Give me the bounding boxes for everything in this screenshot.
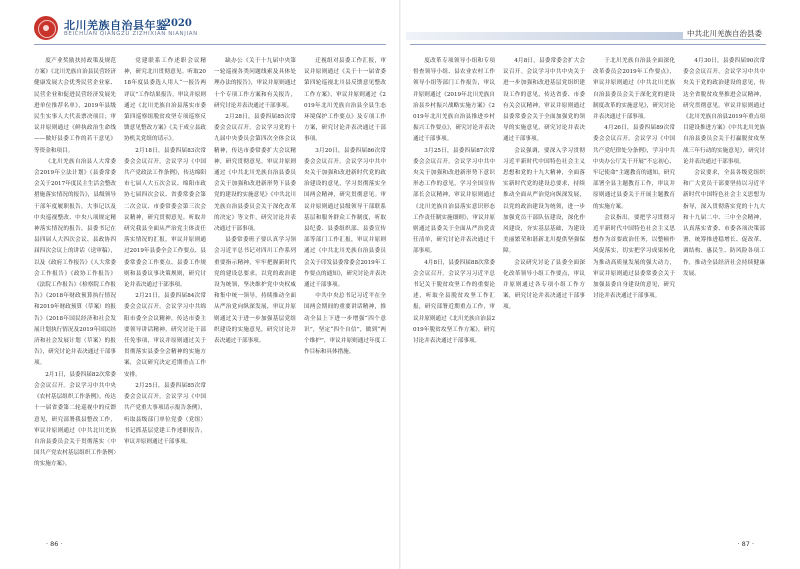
- left-header-rule: [34, 44, 386, 45]
- paragraph: 中共中央总书记习近平在全国两会期间的重要讲话精神，推动全县上下进一步增强“四个意识”，坚定“四个自信”，做到“两个维护”，审议并原则通过年度工作目标和具体措施。: [304, 293, 386, 356]
- paragraph: 缺办公《关于十九届中央第一轮巡视各类问题线索及具体处理办法的报告》，审议并原则通过十个专项工作方案和有关报告，研究讨论并表决通过干部事项。: [214, 58, 296, 109]
- paragraph: 会议研究讨论了县委全面深化改革领导小组工作要点，审议并原则通过各专项小组工作方案，研究讨论并表决通过干部事项。: [503, 259, 585, 311]
- paragraph: 2月25日，县委四届85次常委会会议召开。会议学习《中国共产党重大事项请示报告条例》，听取县级部门单位党委（党组）书记抓基层党建工作述职报告，审议并原则通过干部事项。: [124, 382, 206, 445]
- text-column-2: [124, 56, 206, 526]
- paragraph: 县委常委班子要认真学习领会习近平总书记对四川工作系列重要指示精神，牢牢把握新时代党的建设总要求，以党的政治建设为统领，坚决维护党中央权威和集中统一领导，持续推动全面从严治党向纵深发展，审议并原则通过关于进一步加强基层党组织建设的实施意见，研究讨论并表决通过干部事项。: [214, 237, 296, 345]
- paragraph: 4月26日，县委四届89次常委会会议召开。会议学习《中国共产党纪律处分条例》，学习中共中央办公厅关于开展“不忘初心、牢记使命”主题教育的通知，研究部署全县主题教育工作，审议并原则通过县委关于开展主题教育的实施方案。: [593, 125, 675, 210]
- book-gutter: [399, 0, 401, 569]
- text-column-4: [304, 56, 386, 526]
- section-title: 中共北川羌族自治县委: [683, 28, 766, 39]
- yearbook-year: 2020: [164, 18, 192, 29]
- paragraph: 会议指出，要把学习贯彻习近平新时代中国特色社会主义思想作为首要政治任务，以整顿作风促落实，切实把学习成果转化为推动高质量发展的强大动力，审议并原则通过县委常委会关于加强县委自身建设的意见，研究讨论并表决通过干部事项。: [593, 214, 675, 300]
- paragraph: 4月30日，县委四届90次常委会会议召开。会议学习中共中央关于党的政治建设的意见，传达全省脱贫攻坚推进会议精神，研究贯彻意见。审议并原则通过《北川羌族自治县2019年重点项目建设推进方案》《中共北川羌族自治县委员会关于打赢脱贫攻坚战三年行动的实施意见》，研究讨论并表决通过干部事项。: [683, 58, 765, 165]
- text-column-8: [683, 56, 765, 526]
- text-column-5: [413, 56, 495, 526]
- left-page-number: · 86 ·: [46, 540, 63, 548]
- text-column-3: [214, 56, 296, 526]
- paragraph: 4月8日，县委常委会扩大会议召开。会议学习中共中央关于进一步加强和改进基层党组织建设工作的意见，传达省委、市委有关会议精神，审议并原则通过县委常委会关于全面加强党的领导的实施意见，研究讨论并表决通过干部事项。: [503, 58, 585, 143]
- yearbook-title: 北川羌族自治县年鉴: [64, 19, 168, 32]
- paragraph: 度改革专项领导小组和专项督查领导小组、县农业农村工作领导小组等部门工作报告，审议并原则通过《2019年北川羌族自治县乡村振兴战略实施方案》《2019年北川羌族自治县推进乡村振兴工作要点》，研究讨论并表决通过干部事项。: [413, 58, 495, 143]
- right-page-number: · 87 ·: [737, 540, 754, 548]
- text-column-6: [503, 56, 585, 526]
- paragraph: 党建联系工作述职会议精神，研究北川贯彻意见。听取2018年度县委选人用人“一报告两评议”工作结果报告。审议并原则通过《北川羌族自治县落实市委第四巡察组脱贫攻坚专项巡察反馈意见整改方案》《关于成立县政协机关党组的请示》。: [124, 58, 206, 143]
- paragraph: 2月18日，县委四届83次常委会会议召开。会议学习《中国共产党政法工作条例》，传达绵阳市七届人大五次会议、绵阳市政协七届四次会议、省委常委会第二次会议、市委常委会第三次会议精神，研究贯彻意见。听取并研究我县全面从严治党主体责任落实情况的汇报，审议并原则通过2019年县委全会工作要点、县委常委会工作要点、县委工作规则和县委议事决策规则，研究讨论并表决通过干部事项。: [124, 147, 206, 289]
- emblem-icon: [34, 16, 58, 40]
- paragraph: 度产业奖励扶持政策及规范方案》《北川羌族自治县民营经济健康发展大会优秀民营企业家、民营企业和促进民营经济发展先进单位推荐名单》，2019年县级民生实事人大代表票决项目；审议并原则通过《鲜执政治生命线——做好县委工作的若干意见》等资金和项目。: [34, 58, 116, 154]
- paragraph: 3月25日，县委四届87次常委会会议召开。会议学习中共中央关于加强和改进新形势下意识形态工作的意见，学习全国宣传部长会议精神，审议并原则通过《北川羌族自治县落实意识形态工作责任制实施细则》，审议并原则通过县委关于全面从严治党责任清单，研究讨论并表决通过干部事项。: [413, 147, 495, 255]
- text-column-7: [593, 56, 675, 526]
- paragraph: 2月1日，县委四届82次常委会会议召开。会议学习中共中央《农村基层组织工作条例》，传达十一届省委第二轮巡视中的反馈意见，研究部署我县整改工作，审议并原则通过《中共北川羌族自治县委员会关于贯彻落实〈中国共产党农村基层组织工作条例〉的实施方案》。: [34, 371, 116, 468]
- right-header-rule: [410, 44, 766, 45]
- paragraph: 3月20日，县委四届86次常委会会议召开。会议学习中共中央关于加强和改进新时代党的政治建设的意见，学习贯彻落实全国两会精神，研究贯彻意见。审议并原则通过县级领导干部联系基层和服务群众工作制度，听取县纪委、县委组织部、县委宣传部等部门工作汇报，审议并原则通过《中共北川羌族自治县委员会关于印发县委常委会2019年工作要点的通知》，研究讨论并表决通过干部事项。: [304, 147, 386, 289]
- paragraph: 2月21日，县委四届84次常委会会议召开。会议学习中共绵阳市委全会议精神，传达市委主要领导讲话精神，研究讨论干部任免事项，审议并原则通过关于贯彻落实县委全会精神的实施方案，会议研究决定近期重点工作安排。: [124, 293, 206, 378]
- paragraph: 会议强调，要深入学习贯彻习近平新时代中国特色社会主义思想和党的十九大精神，全面落实新时代党的建设总要求，持续推动全面从严治党向纵深发展，以党的政治建设为统领，进一步加强党员干部队伍建设，深化作风建设，夯实基层基础，为建设美丽繁荣和谐新北川提供坚强保障。: [503, 147, 585, 255]
- paragraph: 迁视组对县委工作汇报，审议并原则通过《关于十一届省委第四轮巡视北川县反馈意见整改工作方案》，审议并原则通过《2019年北川羌族自治县全县生态环境保护工作要点》及专项工作方案，研究讨论并表决通过干部事项。: [304, 58, 386, 143]
- paragraph: 2月28日，县委四届85次常委会会议召开。会议学习党的十九届中央委员会第四次全体会议精神，传达市委常委扩大会议精神，研究贯彻意见。审议并原则通过《中共北川羌族自治县委员会关于加强和改进新形势下县委党的建设的实施意见》《中共北川羌族自治县委员会关于深化改革的决定》等文件，研究讨论并表决通过干部事项。: [214, 114, 296, 233]
- paragraph: 于北川羌族自治县全面深化改革委员会2019年工作要点》，审议并原则通过《中共北川羌族自治县委员会关于深化党的建设制度改革的实施意见》，研究讨论并表决通过干部事项。: [593, 58, 675, 121]
- yearbook-subtitle: BEICHUAN QIANGZU ZIZHIXIAN NIANJIAN: [64, 31, 198, 37]
- paragraph: 4月8日，县委四届88次常委会会议召开。会议学习习近平总书记关于脱贫攻坚工作的重要论述，听取全县脱贫攻坚工作汇报，研究部署近期重点工作，审议并原则通过《北川羌族自治县2019年脱贫攻坚工作方案》，研究讨论并表决通过干部事项。: [413, 259, 495, 345]
- paragraph: 《北川羌族自治县人大常委会2019年立法计划》《县委常委会关于2017年度民主生活会整改措施落实情况的报告》，县级领导干部年度履职报告，大事记以及中央巡视整改、中央八项规定精神落实情况的报告，县委书记在县四届人大四次会议、县政协四届四次会议上的讲话（送审稿），以及《政府工作报告》《人大常委会工作报告》《政协工作报告》《法院工作报告》《检察院工作报告》《2018年财政预算执行情况和2019年财政预算（草案）的报告》《2018年国民经济和社会发展计划执行情况及2019年国民经济和社会发展计划（草案）的报告》，研究讨论并表决通过干部事项。: [34, 158, 116, 367]
- text-column-1: [34, 56, 116, 526]
- paragraph: 会议要求，全县各级党组织和广大党员干部要坚持以习近平新时代中国特色社会主义思想为指导，深入贯彻落实党的十九大和十九届二中、三中全会精神，认真落实省委、市委各项决策部署，统筹推进稳增长、促改革、调结构、惠民生、防风险各项工作，推动全县经济社会持续健康发展。: [683, 170, 765, 277]
